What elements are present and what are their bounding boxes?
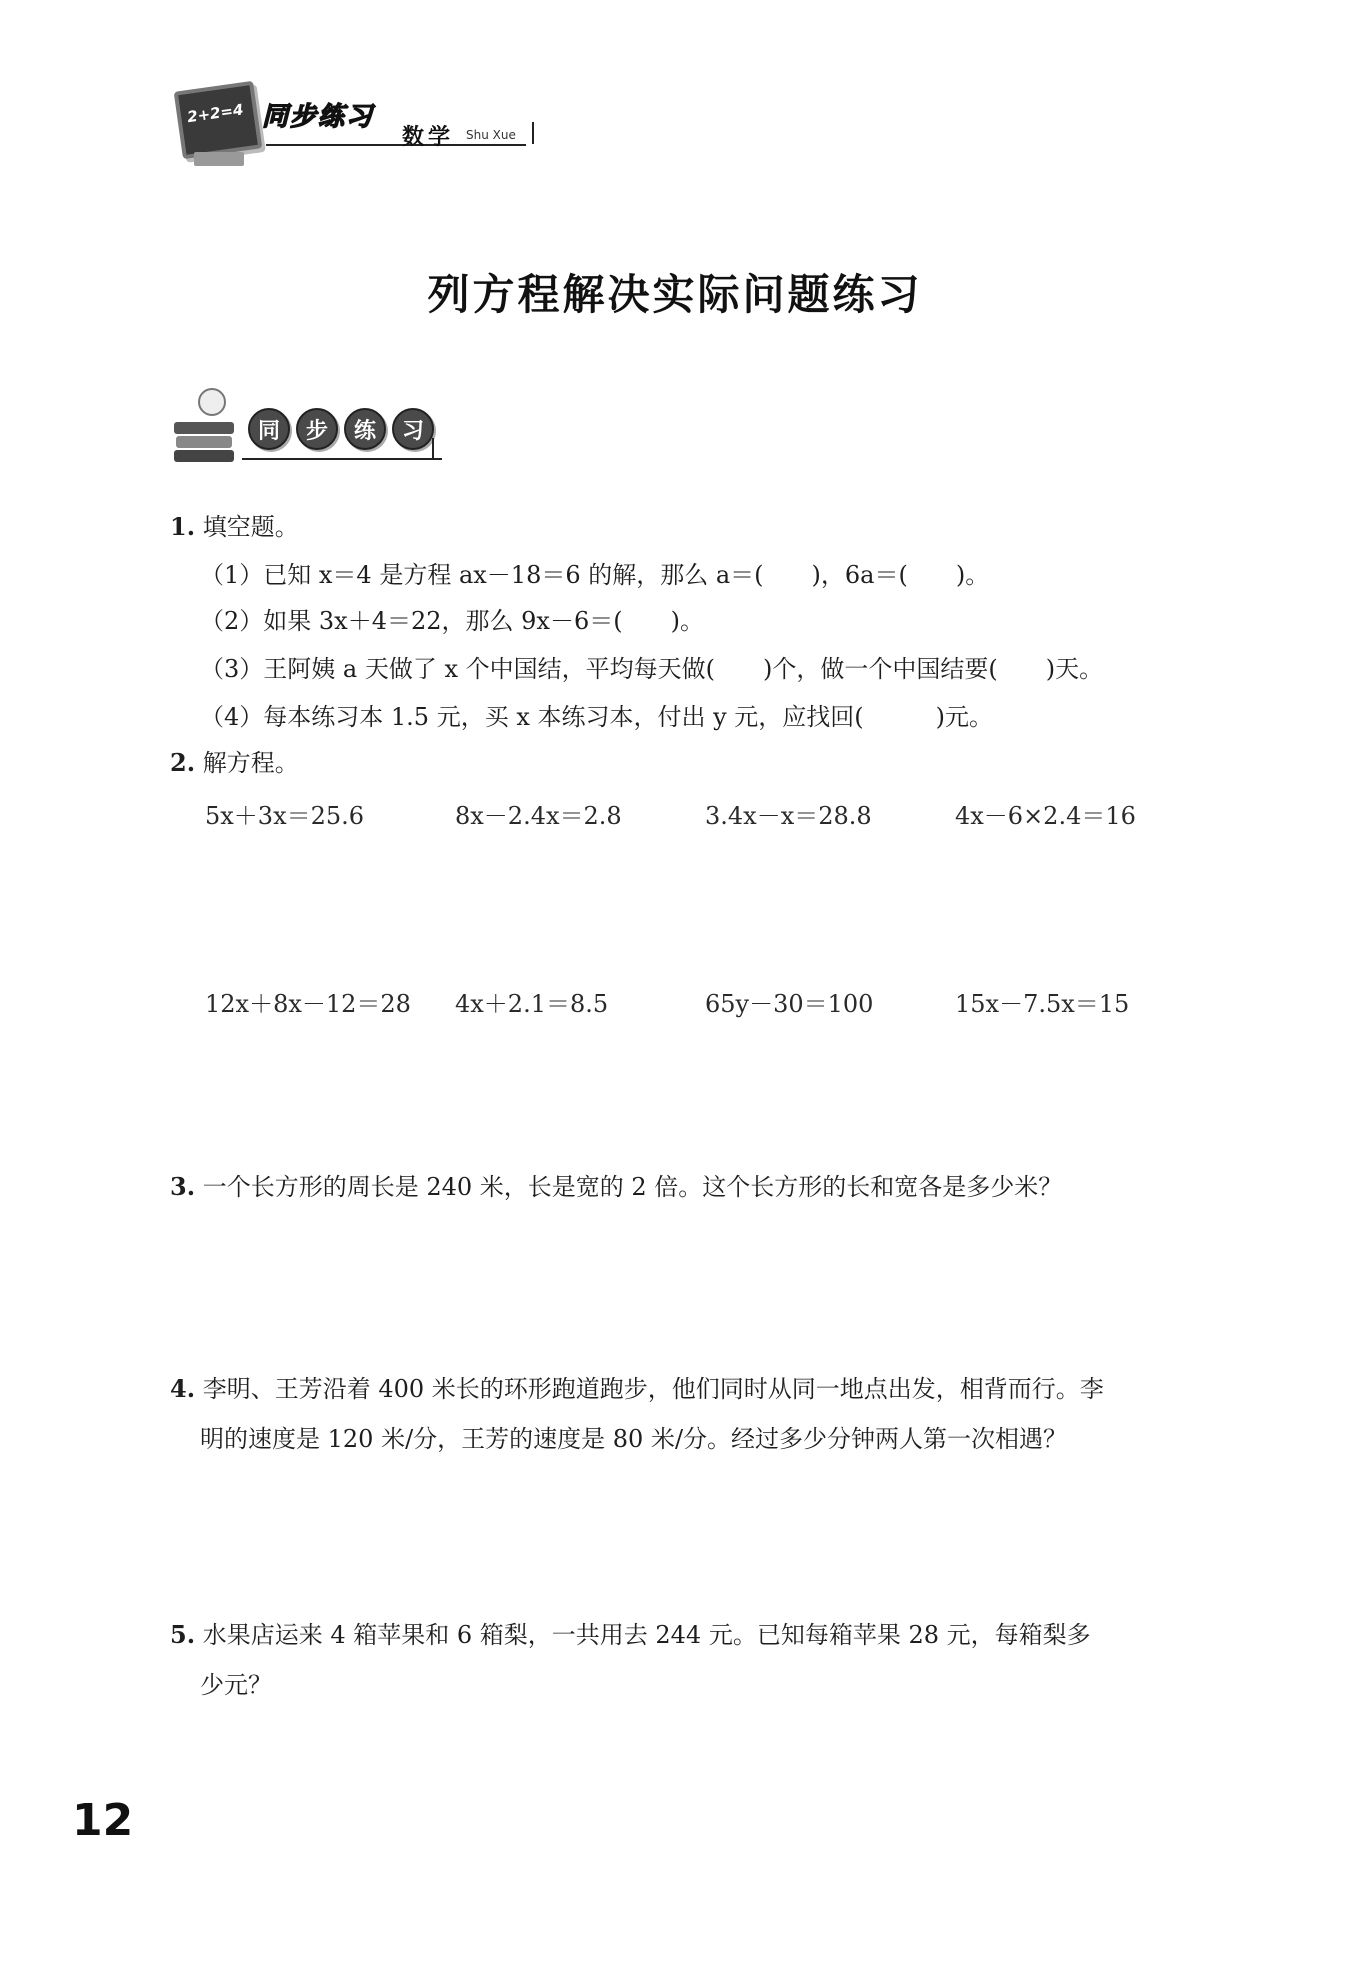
badge-char: 习 [392,408,434,450]
question-text-line-1: 水果店运来 4 箱苹果和 6 箱梨，一共用去 244 元。已知每箱苹果 28 元，每箱梨多 [202,1621,1091,1649]
question-text: 解方程。 [202,749,299,777]
badge-char: 步 [296,408,338,450]
chalkboard-stand [194,152,244,166]
question-text-line-2: 明的速度是 120 米/分，王芳的速度是 80 米/分。经过多少分钟两人第一次相遇？ [200,1425,1068,1453]
question-text: 一个长方形的周长是 240 米，长是宽的 2 倍。这个长方形的长和宽各是多少米？ [202,1173,1063,1201]
equation: 15x－7.5x＝15 [955,990,1130,1018]
question-text-line-1: 李明、王芳沿着 400 米长的环形跑道跑步，他们同时从同一地点出发，相背而行。李 [202,1375,1104,1403]
page-title: 列方程解决实际问题练习 [427,270,923,319]
question-number: 1. [170,512,196,541]
section-badge [170,388,450,478]
q1-item-2: （2）如果 3x＋4＝22，那么 9x－6＝( )。 [200,607,704,635]
question-number: 3. [170,1172,196,1201]
question-3 [170,1172,1062,1202]
q1-item-3: （3）王阿姨 a 天做了 x 个中国结，平均每天做( )个，做一个中国结要( )天。 [200,655,1104,683]
lightbulb-icon [198,388,226,416]
question-text: 填空题。 [202,513,299,541]
badge-char: 同 [248,408,290,450]
header-emblem [170,72,530,172]
equation: 4x＋2.1＝8.5 [455,990,609,1018]
chalkboard-icon [174,81,263,159]
equation: 5x＋3x＝25.6 [205,802,365,830]
question-4 [170,1374,1104,1404]
header-bracket [524,122,534,144]
badge-rule [242,458,442,460]
question-2-heading [170,748,299,778]
subject-pinyin: Shu Xue [466,128,516,142]
q1-item-1: （1）已知 x＝4 是方程 ax－18＝6 的解，那么 a＝( )，6a＝( )。 [200,561,990,589]
q1-item-4: （4）每本练习本 1.5 元，买 x 本练习本，付出 y 元，应找回( )元。 [200,703,994,731]
question-number: 4. [170,1374,196,1403]
page-number: 12 [72,1795,134,1846]
header-rule [266,144,526,146]
question-number: 5. [170,1620,196,1649]
equation: 65y－30＝100 [705,990,874,1018]
badge-tail [432,438,434,458]
question-text-line-2: 少元？ [200,1671,272,1699]
badge-char: 练 [344,408,386,450]
series-title: 同步练习 [262,102,375,132]
question-number: 2. [170,748,196,777]
equation: 3.4x－x＝28.8 [705,802,872,830]
equation: 4x－6×2.4＝16 [955,802,1136,830]
question-1-heading [170,512,299,542]
equation: 8x－2.4x＝2.8 [455,802,622,830]
subject-label: 数学 [402,125,455,150]
equation: 12x＋8x－12＝28 [205,990,411,1018]
books-lamp-icon [174,412,234,464]
question-5 [170,1620,1091,1650]
chalkboard-text: 2+2=4 [186,100,245,127]
